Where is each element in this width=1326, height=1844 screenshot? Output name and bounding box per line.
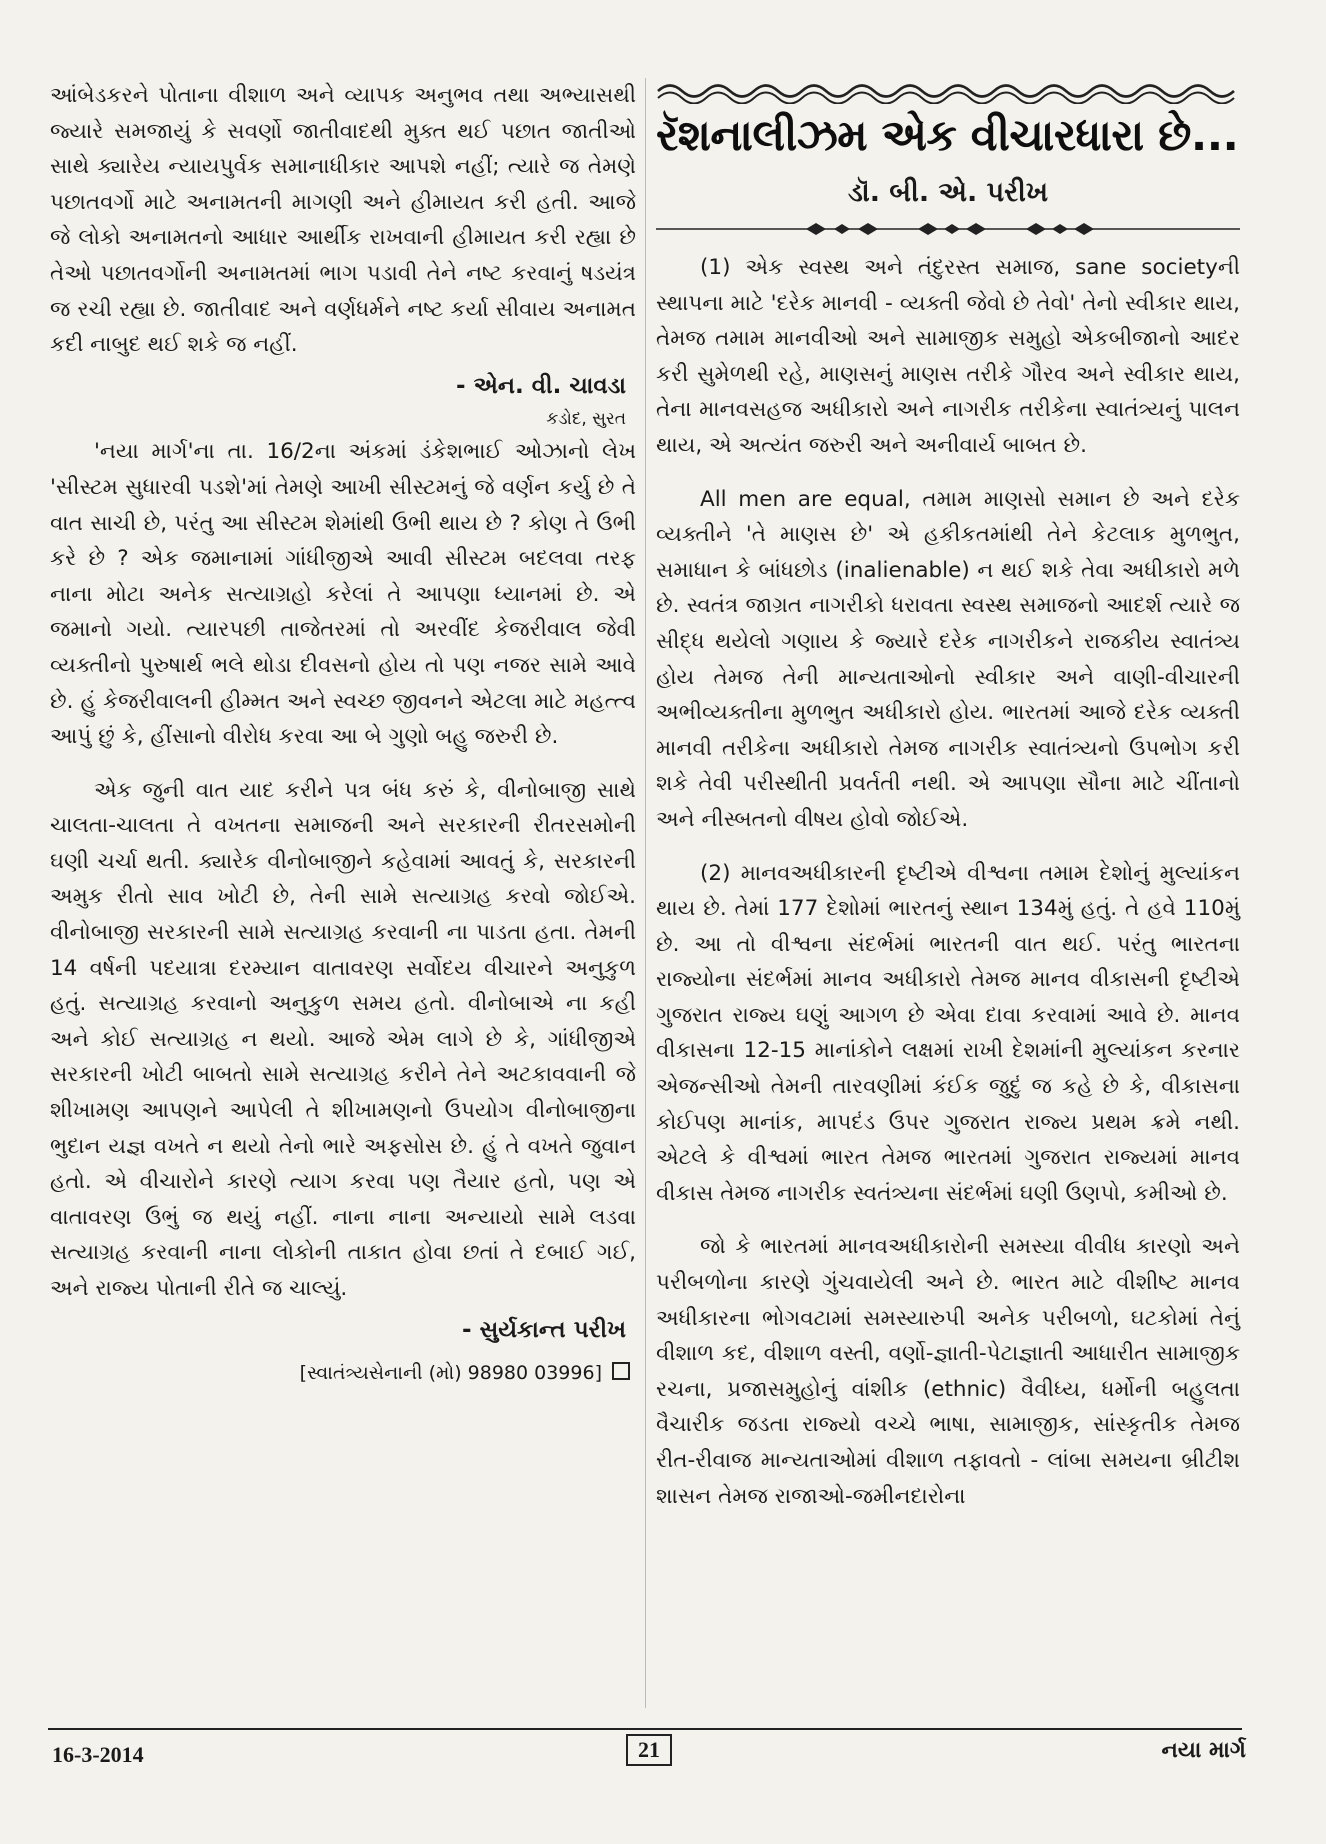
letter-2-contact-text: [સ્વાતંત્ર્યસેનાની (મો) 98980 03996] (299, 1362, 602, 1385)
letter-1-signature: - એન. વી. ચાવડા (456, 372, 626, 399)
letter-2-signature: - સુર્યકાન્ત પરીખ (462, 1316, 626, 1343)
article-author: ડૉ. બી. એ. પરીખ (847, 177, 1049, 208)
ornament-divider-icon (656, 218, 1240, 240)
article-paragraph-4: જો કે ભારતમાં માનવઅધીકારોની સમસ્યા વીવીધ કારણો અને પરીબળોના કારણે ગુંચવાયેલી અને છે. ભારત માટે વીશીષ્ટ માનવ અધીકારના ભોગવટામાં સમસ્યારુપી અનેક પરીબળો, ઘટકોમાં તેનું વીશાળ કદ, વીશાળ વસ્તી, વર્ણો-જ્ઞાતી-પેટાજ્ઞાતી આધારીત સામાજીક રચના, પ્રજાસમુહોનું વાંશીક (ethnic) વૈવીધ્ય, ધર્મોની બહુલતા વૈચારીક જડતા રાજ્યો વચ્ચે ભાષા, સામાજીક, સાંસ્કૃતીક તેમજ રીત-રીવાજ માન્યતાઓમાં વીશાળ તફાવતો - લાંબા સમયના બ્રીટીશ શાસન તેમજ રાજાઓ-જમીનદારોના (656, 1234, 1240, 1509)
article-column (656, 78, 1240, 1514)
letter-2-paragraph-2: એક જુની વાત યાદ કરીને પત્ર બંધ કરું કે, વીનોબાજી સાથે ચાલતા-ચાલતા તે વખતના સમાજની અને સરકારની રીતરસમોની ઘણી ચર્ચા થતી. ક્યારેક વીનોબાજીને કહેવામાં આવતું કે, સરકારની અમુક રીતો સાવ ખોટી છે, તેની સામે સત્યાગ્રહ કરવો જોઈએ. વીનોબાજી સરકારની સામે સત્યાગ્રહ કરવાની ના પાડતા હતા. તેમની 14 વર્ષની પદયાત્રા દરમ્યાન વાતાવરણ સર્વોદય વીચારને અનુકુળ હતું. સત્યાગ્રહ કરવાનો અનુકુળ સમય હતો. વીનોબાએ ના કહી અને કોઈ સત્યાગ્રહ ન થયો. આજે એમ લાગે છે કે, ગાંધીજીએ સરકારની ખોટી બાબતો સામે સત્યાગ્રહ કરીને તેને અટકાવવાની જે શીખામણ આપણને આપેલી તે શીખામણનો ઉપયોગ વીનોબાજીના ભુદાન યજ્ઞ વખતે ન થયો તેનો ભારે અફસોસ છે. હું તે વખતે જુવાન હતો. એ વીચારોને કારણે ત્યાગ કરવા પણ તૈયાર હતો, પણ એ વાતાવરણ ઉભું જ થયું નહીં. નાના નાના અન્યાયો સામે લડવા સત્યાગ્રહ કરવાની નાના લોકોની તાકાત હોવા છતાં તે દબાઈ ગઈ, અને રાજ્ય પોતાની રીતે જ ચાલ્યું. (50, 777, 636, 1301)
article-paragraph-3: (2) માનવઅધીકારની દૃષ્ટીએ વીશ્વના તમામ દેશોનું મુલ્યાંકન થાય છે. તેમાં 177 દેશોમાં ભારતનું સ્થાન 134મું હતું. તે હવે 110મું છે. આ તો વીશ્વના સંદર્ભમાં ભારતની વાત થઈ. પરંતુ ભારતના રાજ્યોના સંદર્ભમાં માનવ અધીકારો તેમજ માનવ વીકાસની દૃષ્ટીએ ગુજરાત રાજ્ય ઘણું આગળ છે એવા દાવા કરવામાં આવે છે. માનવ વીકાસના 12-15 માનાંકોને લક્ષમાં રાખી દેશમાંની મુલ્યાંકન કરનાર એજન્સીઓ તેમની તારવણીમાં કંઈક જુદું જ કહે છે કે, વીકાસના કોઈપણ માનાંક, માપદંડ ઉપર ગુજરાત રાજ્ય પ્રથમ ક્રમે નથી. એટલે કે વીશ્વમાં ભારત તેમજ ભારતમાં ગુજરાત રાજ્યમાં માનવ વીકાસ તેમજ નાગરીક સ્વતંત્ર્યના સંદર્ભમાં ઘણી ઉણપો, કમીઓ છે. (656, 860, 1240, 1206)
article-paragraph-1: (1) એક સ્વસ્થ અને તંદુરસ્ત સમાજ, sane societyની સ્થાપના માટે 'દરેક માનવી - વ્યક્તી જેવો છે તેવો' તેનો સ્વીકાર થાય, તેમજ તમામ માનવીઓ અને સામાજીક સમુહો એકબીજાનો આદર કરી સુમેળથી રહે, માણસનું માણસ તરીકે ગૌરવ અને સ્વીકાર થાય, તેના માનવસહજ અધીકારો અને નાગરીક તરીકેના સ્વાતંત્ર્યનું પાલન થાય, એ અત્યંત જરુરી અને અનીવાર્ય બાબત છે. (656, 255, 1240, 458)
letter-2-paragraph-1: 'નયા માર્ગ'ના તા. 16/2ના અંકમાં ડંકેશભાઈ ઓઝાનો લેખ 'સીસ્ટમ સુધારવી પડશે'માં તેમણે આખી સીસ્ટમનું જે વર્ણન કર્યુ છે તે વાત સાચી છે, પરંતુ આ સીસ્ટમ શેમાંથી ઉભી થાય છે ? કોણ તે ઉભી કરે છે ? એક જમાનામાં ગાંધીજીએ આવી સીસ્ટમ બદલવા તરફ નાના મોટા અનેક સત્યાગ્રહો કરેલાં તે આપણા ધ્યાનમાં છે. એ જમાનો ગયો. ત્યારપછી તાજેતરમાં તો અરવીંદ કેજરીવાલ જેવી વ્યક્તીનો પુરુષાર્થ ભલે થોડા દીવસનો હોય તો પણ નજર સામે આવે છે. હું કેજરીવાલની હીમ્મત અને સ્વચ્છ જીવનને એટલા માટે મહત્ત્વ આપું છું કે, હીંસાનો વીરોધ કરવા આ બે ગુણો બહુ જરુરી છે. (50, 439, 636, 750)
ornament-border-icon (656, 78, 1240, 104)
article-paragraph-2: All men are equal, તમામ માણસો સમાન છે અને દરેક વ્યક્તીને 'તે માણસ છે' એ હકીકતમાંથી તેને કેટલાક મુળભુત, સમાધાન કે બાંધછોડ (inalienable) ન થઈ શકે તેવા અધીકારો મળે છે. સ્વતંત્ર જાગ્રત નાગરીકો ધરાવતા સ્વસ્થ સમાજનો આદર્શ ત્યારે જ સીદ્ધ થયેલો ગણાય કે જ્યારે દરેક નાગરીકને રાજકીય સ્વાતંત્ર્ય હોય તેમજ તેની માન્યતાઓનો સ્વીકાર અને વાણી-વીચારની અભીવ્યક્તીના મુળભુત અધીકારો હોય. ભારતમાં આજે દરેક વ્યક્તી માનવી તરીકેના અધીકારો તેમજ નાગરીક સ્વાતંત્ર્યનો ઉપભોગ કરી શકે તેવી પરીસ્થીતી પ્રવર્તતી નથી. એ આપણા સૌના માટે ચીંતાનો અને નીસ્બતનો વીષય હોવો જોઈએ. (656, 486, 1240, 832)
footer-date: 16-3-2014 (52, 1742, 144, 1767)
article-title: રૅશનાલીઝમ એક વીચારધારા છે... (656, 111, 1239, 161)
page-number: 21 (626, 1734, 672, 1766)
letter-2-contact (50, 1356, 636, 1392)
letter-1-place: કડોદ, સુરત (546, 409, 626, 430)
letter-1-paragraph: આંબેડકરને પોતાના વીશાળ અને વ્યાપક અનુભવ તથા અભ્યાસથી જ્યારે સમજાયું કે સવર્ણો જાતીવાદથી મુક્ત થઈ પછાત જાતીઓ સાથે ક્યારેય ન્યાયપુર્વક સમાનાધીકાર આપશે નહીં; ત્યારે જ તેમણે પછાતવર્ગો માટે અનામતની માગણી અને હીમાયત કરી હતી. આજે જે લોકો અનામતનો આધાર આર્થીક રાખવાની હીમાયત કરી રહ્યા છે તેઓ પછાતવર્ગોની અનામતમાં ભાગ પડાવી તેને નષ્ટ કરવાનું ષડયંત્ર જ રચી રહ્યા છે. જાતીવાદ અને વર્ણધર્મને નષ્ટ કર્યા સીવાય અનામત કદી નાબુદ થઈ શકે જ નહીં. (50, 83, 636, 358)
left-column (50, 78, 636, 1392)
end-box-icon (612, 1362, 630, 1380)
magazine-name: નયા માર્ગ (1161, 1738, 1246, 1763)
column-divider (645, 78, 646, 1708)
footer-rule (48, 1728, 1242, 1730)
